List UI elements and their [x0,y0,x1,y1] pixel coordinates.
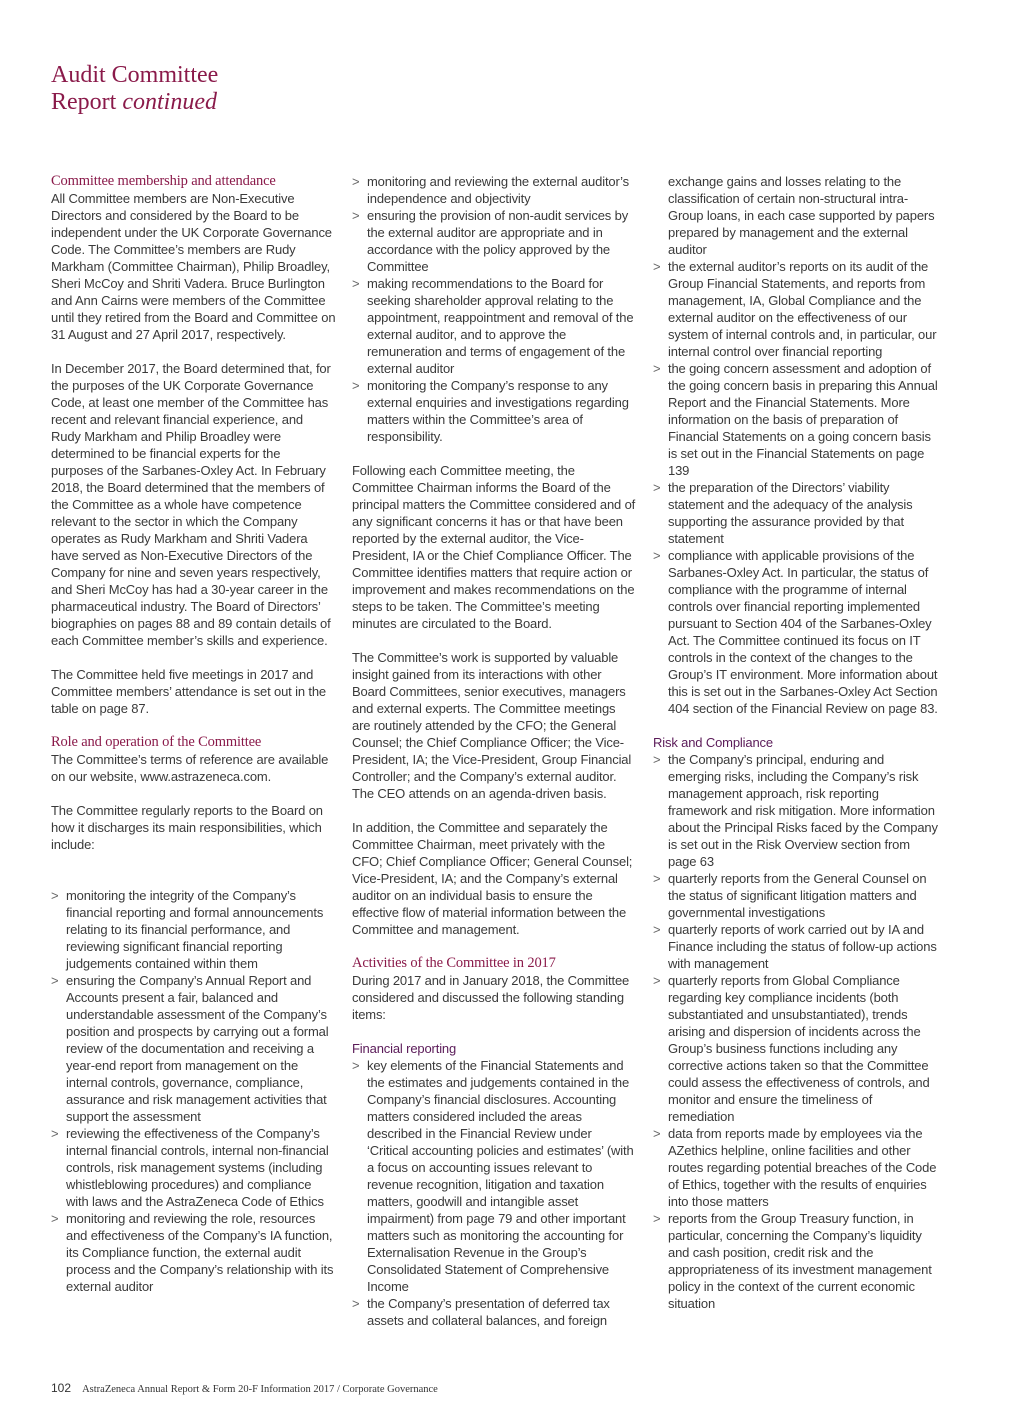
page-number: 102 [51,1381,72,1395]
paragraph: The Committee regularly reports to the Board on how it discharges its main responsibilities, which include: [51,803,323,852]
list-item: > reviewing the effectiveness of the Company’s internal financial controls, internal non-financial controls, risk management systems (including whistleblowing procedures) and compliance with laws and the AstraZeneca Code of Ethics [51,1125,336,1210]
title-line1: Audit Committee [51,62,219,88]
responsibilities-list-continued [352,173,636,445]
paragraph: The Committee’s terms of reference are available on our website, www.astrazeneca.com. [51,752,329,784]
list-item: > the external auditor’s reports on its audit of the Group Financial Statements, and reports from management, IA, Global Compliance and the external auditor on the effectiveness of our system of internal controls and, in particular, our internal control over financial reporting [653,258,938,360]
list-item: > making recommendations to the Board for seeking shareholder approval relating to the appointment, reappointment and removal of the external auditor, and to approve the remuneration and terms of engagement of the external auditor [352,275,636,377]
paragraph: Following each Committee meeting, the Committee Chairman informs the Board of the principal matters the Committee considered and of any significant concerns it has or that have been reported by the external auditor, the Vice-President, IA or the Chief Compliance Officer. The Committee identifies matters that require action or improvement and makes recommendations on the steps to be taken. The Committee’s meeting minutes are circulated to the Board. [352,463,636,631]
list-item: > monitoring the Company’s response to any external enquiries and investigations regarding matters within the Committee’s area of responsibility. [352,377,636,445]
footer-text: AstraZeneca Annual Report & Form 20-F Information 2017 / Corporate Governance [82,1384,438,1395]
list-item: > the going concern assessment and adoption of the going concern basis in preparing this Annual Report and the Financial Statements. More information on the basis of preparation of Financial Statements on a going concern basis is set out in the Financial Statements on page 139 [653,360,938,479]
paragraph: The Committee held five meetings in 2017 and Committee members’ attendance is set out in the table on page 87. [51,667,326,716]
list-item: > quarterly reports of work carried out by IA and Finance including the status of follow-up actions with management [653,921,938,972]
column-1 [51,173,336,1295]
list-item: > the preparation of the Directors’ viability statement and the adequacy of the analysis supporting the assurance provided by that statement [653,479,938,547]
paragraph: In addition, the Committee and separately the Committee Chairman, meet privately with the CFO; Chief Compliance Officer; General Counsel; Vice-President, IA; and the Company’s external auditor on an individual basis to ensure the effective flow of material information between the Committee and management. [352,820,633,937]
list-item: > ensuring the provision of non-audit services by the external auditor are appropriate and in accordance with the policy approved by the Committee [352,207,636,275]
paragraph: In December 2017, the Board determined that, for the purposes of the UK Corporate Governance Code, at least one member of the Committee has recent and relevant financial experience, and Rudy Markham and Philip Broadley were determined to be financial experts for the purposes of the Sarbanes-Oxley Act. In February 2018, the Board determined that the members of the Committee as a whole have competence relevant to the sector in which the Company operates as Rudy Markham and Shriti Vadera have served as Non-Executive Directors of the Company for nine and seven years respectively, and Sheri McCoy has had a 30-year career in the pharmaceutical industry. The Board of Directors’ biographies on pages 88 and 89 contain details of each Committee member’s skills and experience. [51,361,331,648]
column-3 [653,173,938,1312]
list-item: > ensuring the Company’s Annual Report and Accounts present a fair, balanced and understandable assessment of the Company’s position and prospects by carrying out a formal review of the documentation and receiving a year-end report from management on the internal controls, governance, compliance, assurance and risk management activities that support the assessment [51,972,336,1125]
financial-reporting-list-continued [653,258,938,717]
list-item: > reports from the Group Treasury function, in particular, concerning the Company’s liquidity and cash position, credit risk and the appropriateness of its investment management policy in the context of the current economic situation [653,1210,938,1312]
responsibilities-list [51,887,336,1295]
list-item: > monitoring and reviewing the external auditor’s independence and objectivity [352,173,636,207]
financial-reporting-list [352,1057,636,1329]
list-item: > monitoring the integrity of the Company’s financial reporting and formal announcements relating to its financial performance, and reviewing significant financial reporting judgements contained within them [51,887,336,972]
list-item: > compliance with applicable provisions of the Sarbanes-Oxley Act. In particular, the status of compliance with the programme of internal controls over financial reporting implemented pursuant to Section 404 of the Sarbanes-Oxley Act. The Committee continued its focus on IT controls in the context of the changes to the Group’s IT environment. More information about this is set out in the Sarbanes-Oxley Act Section 404 section of the Financial Review on page 83. [653,547,938,717]
page-title [51,62,218,116]
list-item: > the Company’s principal, enduring and emerging risks, including the Company’s risk management approach, risk reporting framework and risk mitigation. More information about the Principal Risks faced by the Company is set out in the Risk Overview section from page 63 [653,751,938,870]
list-item: > the Company’s presentation of deferred tax assets and collateral balances, and foreign [352,1295,636,1329]
continued-list-text: exchange gains and losses relating to the classification of certain non-structural intra-Group loans, in each case supported by papers prepared by management and the external auditor [668,174,935,257]
paragraph: The Committee’s work is supported by valuable insight gained from its interactions with other Board Committees, senior executives, managers and external experts. The Committee meetings are routinely attended by the CFO; the General Counsel; the Chief Compliance Officer; the Vice-President, IA; the Vice-President, Group Financial Controller; and the Company’s external auditor. [352,650,632,784]
list-item: > monitoring and reviewing the role, resources and effectiveness of the Company’s IA function, its Compliance function, the external audit process and the Company’s relationship with its external auditor [51,1210,336,1295]
list-item: > data from reports made by employees via the AZethics helpline, online facilities and other routes regarding potential breaches of the Code of Ethics, together with the results of enquiries into those matters [653,1125,938,1210]
page-footer [51,1381,438,1397]
section-heading-membership: Committee membership and attendance [51,173,276,189]
section-heading-role: Role and operation of the Committee [51,734,262,750]
section-heading-activities: Activities of the Committee in 2017 [352,955,556,971]
title-line2: Report [51,89,117,115]
column-2 [352,173,636,1329]
subheading-financial-reporting: Financial reporting [352,1041,457,1056]
paragraph: The CEO attends on an agenda-driven basis. [352,786,607,801]
paragraph: During 2017 and in January 2018, the Committee considered and discussed the following standing items: [352,973,630,1022]
title-continued: continued [122,89,217,115]
list-item: > quarterly reports from the General Counsel on the status of significant litigation matters and governmental investigations [653,870,938,921]
subheading-risk-compliance: Risk and Compliance [653,735,773,750]
list-item: > quarterly reports from Global Compliance regarding key compliance incidents (both substantiated and unsubstantiated), trends arising and dispersion of incidents across the Group’s business functions including any corrective actions taken so that the Committee could assess the effectiveness of controls, and monitor and ensure the timeliness of remediation [653,972,938,1125]
risk-compliance-list [653,751,938,1312]
list-item: > key elements of the Financial Statements and the estimates and judgements contained in the Company’s financial disclosures. Accounting matters considered included the areas described in the Financial Review under ‘Critical accounting policies and estimates’ (with a focus on accounting issues relevant to revenue recognition, litigation and taxation matters, goodwill and intangible asset impairment) from page 79 and other important matters such as monitoring the accounting for Externalisation Revenue in the Group’s Consolidated Statement of Comprehensive Income [352,1057,636,1295]
paragraph: All Committee members are Non-Executive Directors and considered by the Board to be independent under the UK Corporate Governance Code. The Committee’s members are Rudy Markham (Committee Chairman), Philip Broadley, Sheri McCoy and Shriti Vadera. Bruce Burlington and Ann Cairns were members of the Committee until they retired from the Board and Committee on 31 August and 27 April 2017, respectively. [51,191,336,342]
